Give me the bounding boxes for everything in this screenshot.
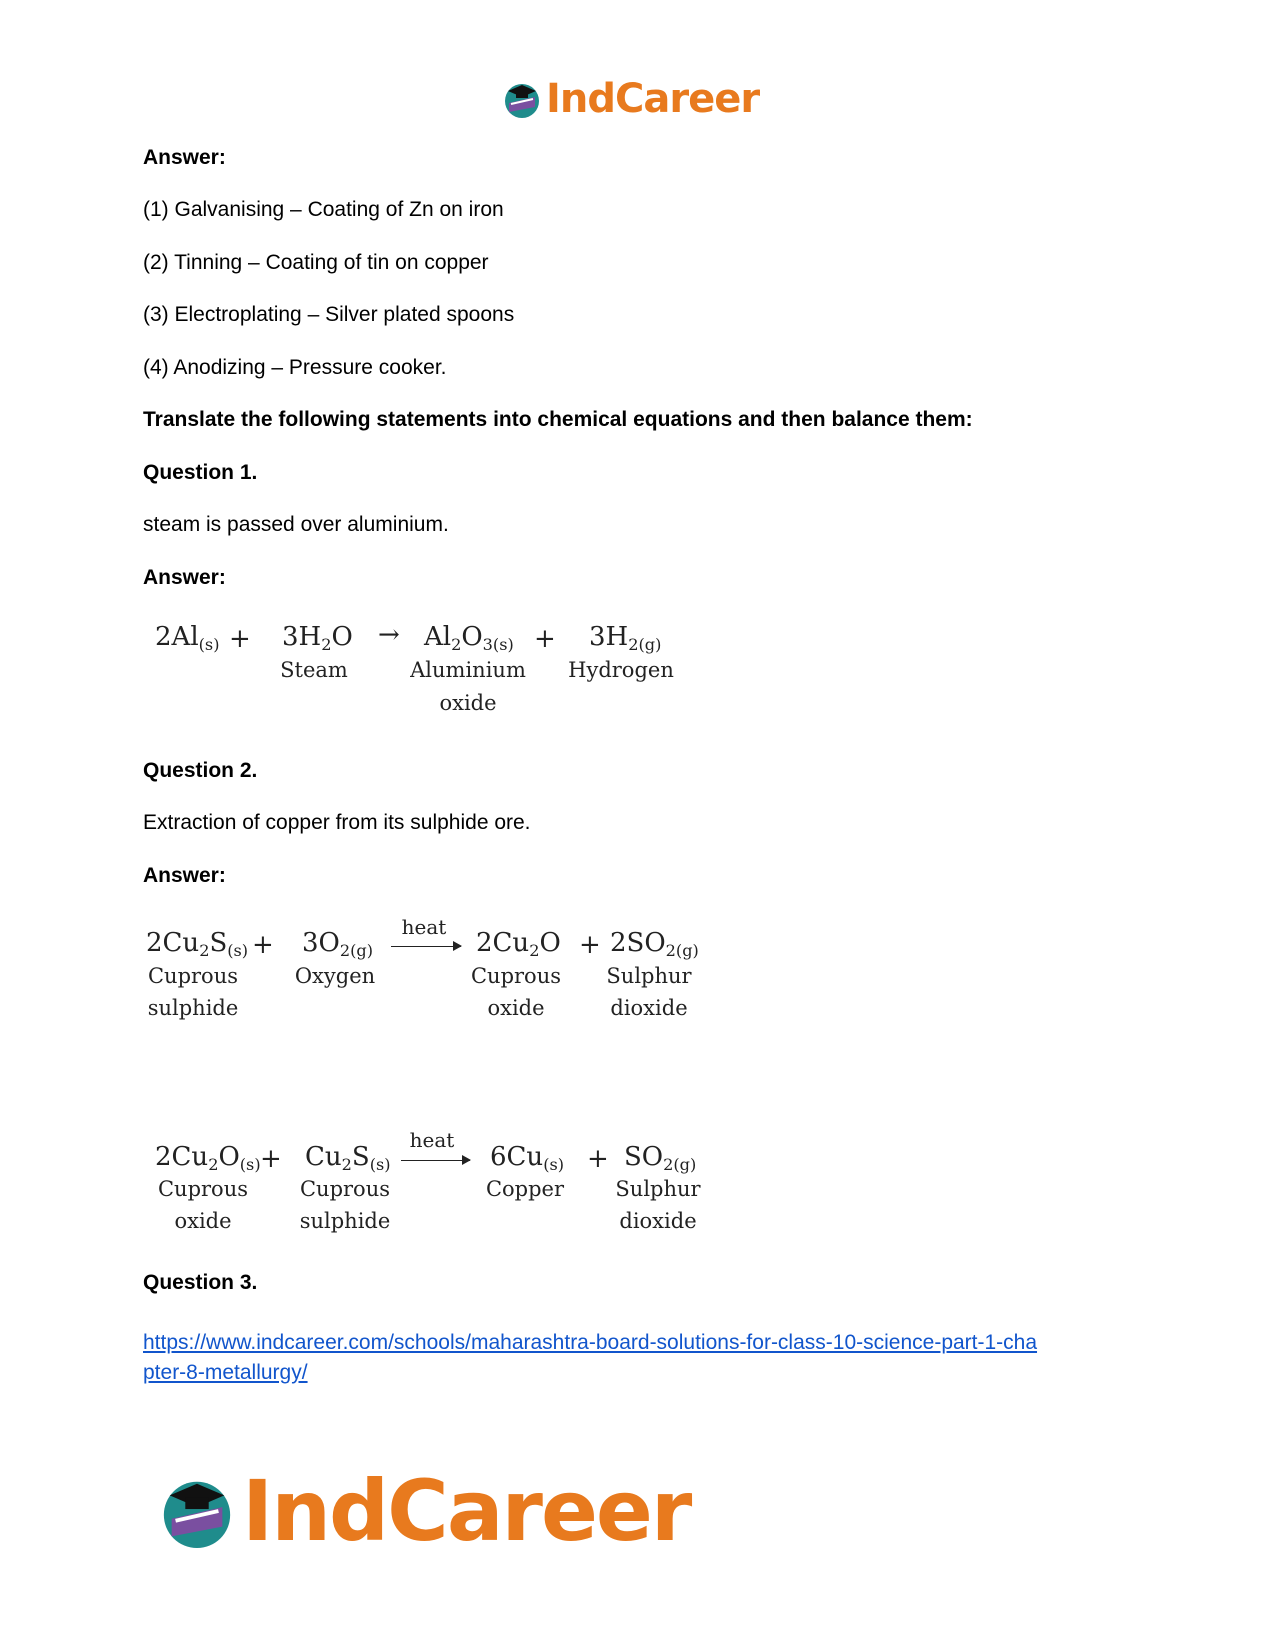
label-cuprous: Cuprous [157,1177,249,1201]
product-alumina: $Al_2O_{3(s)}$ [424,622,514,655]
label-cuprous: Cuprous [147,964,239,988]
product-hydrogen: $3H_{2(g)}$ [589,622,662,655]
arrow-sign: → [378,620,400,650]
question-2-answer-label: Answer: [143,864,226,887]
plus-sign: + [229,624,251,654]
label-dioxide: dioxide [610,996,688,1020]
reactant-oxygen: $3O_{2(g)}$ [302,928,373,961]
product-copper: $6Cu_{(s)}$ [490,1142,565,1175]
reaction-arrow [391,946,461,947]
label-oxide: oxide [439,691,497,715]
logo-text: IndCareer [242,1462,691,1560]
logo-text: IndCareer [546,76,760,122]
heat-label: heat [409,1128,455,1152]
plus-sign: + [579,930,601,960]
label-sulphide: sulphide [147,996,239,1020]
question-1-answer-label: Answer: [143,566,226,589]
label-sulphur: Sulphur [615,1177,701,1201]
list-item: (1) Galvanising – Coating of Zn on iron [143,198,504,221]
list-item: (2) Tinning – Coating of tin on copper [143,251,489,274]
label-cuprous: Cuprous [299,1177,391,1201]
reactant-cu2s: $2Cu_2S_{(s)}$ [146,928,249,961]
reactant-water: $3H_2O$ [282,622,353,655]
question-2-text: Extraction of copper from its sulphide ore. [143,811,531,834]
graduation-globe-icon [502,79,542,119]
label-cuprous: Cuprous [470,964,562,988]
source-link[interactable] [143,1328,1037,1388]
source-link-line-2[interactable]: pter-8-metallurgy/ [143,1361,308,1384]
plus-sign: + [252,930,274,960]
label-steam: Steam [280,658,348,682]
graduation-globe-icon [158,1472,236,1550]
product-so2: $SO_{2(g)}$ [624,1142,697,1175]
heat-label: heat [401,915,447,939]
footer-logo [158,1462,690,1560]
source-link-line-1[interactable]: https://www.indcareer.com/schools/maharashtra-board-solutions-for-class-10-science-part-1-cha [143,1331,1038,1354]
reactant-cu2s: $Cu_2S_{(s)}$ [305,1142,391,1175]
reaction-arrow [401,1160,470,1161]
label-dioxide: dioxide [619,1209,697,1233]
plus-sign: + [260,1144,282,1174]
question-1-label: Question 1. [143,461,258,484]
reactant-cu2o: $2Cu_2O_{(s)}$ [155,1142,261,1175]
label-oxide: oxide [487,996,545,1020]
answer-label: Answer: [143,146,226,169]
header-logo [502,76,759,122]
instruction-heading: Translate the following statements into chemical equations and then balance them: [143,408,973,431]
label-sulphide: sulphide [299,1209,391,1233]
label-sulphur: Sulphur [606,964,692,988]
product-so2: $2SO_{2(g)}$ [610,928,699,961]
label-copper: Copper [485,1177,565,1201]
label-hydrogen: Hydrogen [568,658,674,682]
list-item: (3) Electroplating – Silver plated spoons [143,303,515,326]
label-oxygen: Oxygen [294,964,376,988]
question-3-label: Question 3. [143,1271,258,1294]
question-2-label: Question 2. [143,759,258,782]
reactant-aluminium: $2Al_{(s)}$ [155,622,220,655]
question-1-text: steam is passed over aluminium. [143,513,449,536]
label-oxide: oxide [174,1209,232,1233]
plus-sign: + [587,1144,609,1174]
plus-sign: + [534,624,556,654]
label-aluminium: Aluminium [410,658,526,682]
product-cu2o: $2Cu_2O$ [476,928,561,961]
list-item: (4) Anodizing – Pressure cooker. [143,356,447,379]
